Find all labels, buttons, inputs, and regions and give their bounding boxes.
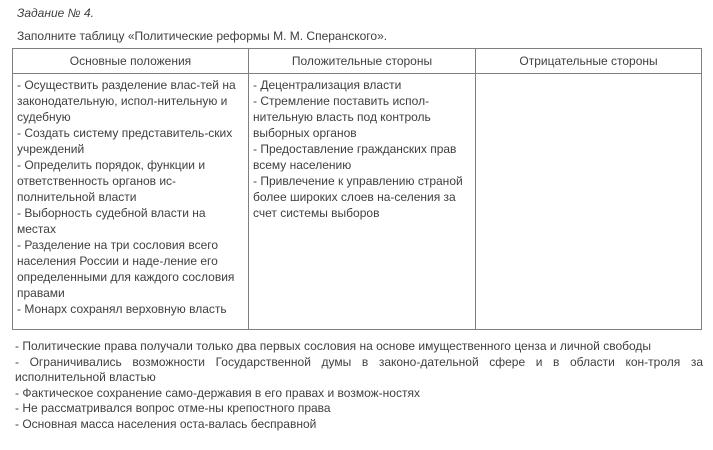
cell-main-provisions (13, 74, 249, 330)
list-item: - Монарх сохранял верховную власть (17, 302, 227, 316)
table-body-row (13, 74, 702, 330)
reforms-table (12, 48, 702, 330)
list-item: - Определить порядок, функции и ответственность органов ис-полнительной власти (17, 158, 206, 204)
answer-item: - Политические права получали только два первых сословия на основе имущественного ценза и личной свободы (15, 339, 652, 353)
instruction-text: Заполните таблицу «Политические реформы М. М. Сперанского». (17, 29, 388, 43)
column-header-negative-sides: Отрицательные стороны (476, 49, 702, 74)
answer-item: - Основная масса населения оста-валась бесправной (15, 416, 317, 431)
list-item: - Децентрализация власти (253, 78, 402, 92)
list-item: - Привлечение к управлению страной более широких слоев на-селения за счет системы выборов (253, 174, 463, 220)
cell-positive-sides (249, 74, 476, 330)
answer-item: - Фактическое сохранение само-державия в его правах и возмож-ностях (15, 385, 420, 400)
list-item: - Разделение на три сословия всего населения России и наде-ление его определенными для каждого сословия правами (17, 238, 235, 300)
list-item: - Осуществить разделение влас-тей на законодательную, испол-нительную и судебную (17, 78, 236, 124)
answers-section (15, 339, 703, 432)
list-item: - Стремление поставить испол-нительную власть под контроль выборных органов (253, 94, 431, 140)
list-item: - Выборность судебной власти на местах (17, 206, 206, 236)
answer-item: - Ограничивались возможности Государственной думы в законо-дательной сфере и в области кон-троля за исполнительной властью (15, 354, 703, 384)
task-number-label: Задание № 4. (17, 6, 94, 20)
column-header-main-provisions: Основные положения (13, 49, 249, 74)
table-header-row (13, 49, 702, 74)
answer-item: - Не рассматривался вопрос отме-ны крепостного права (15, 401, 331, 415)
list-item: - Создать систему представитель-ских учреждений (17, 126, 233, 156)
cell-negative-sides-empty (476, 74, 702, 330)
column-header-positive-sides: Положительные стороны (249, 49, 476, 74)
list-item: - Предоставление гражданских прав всему населению (253, 142, 457, 172)
